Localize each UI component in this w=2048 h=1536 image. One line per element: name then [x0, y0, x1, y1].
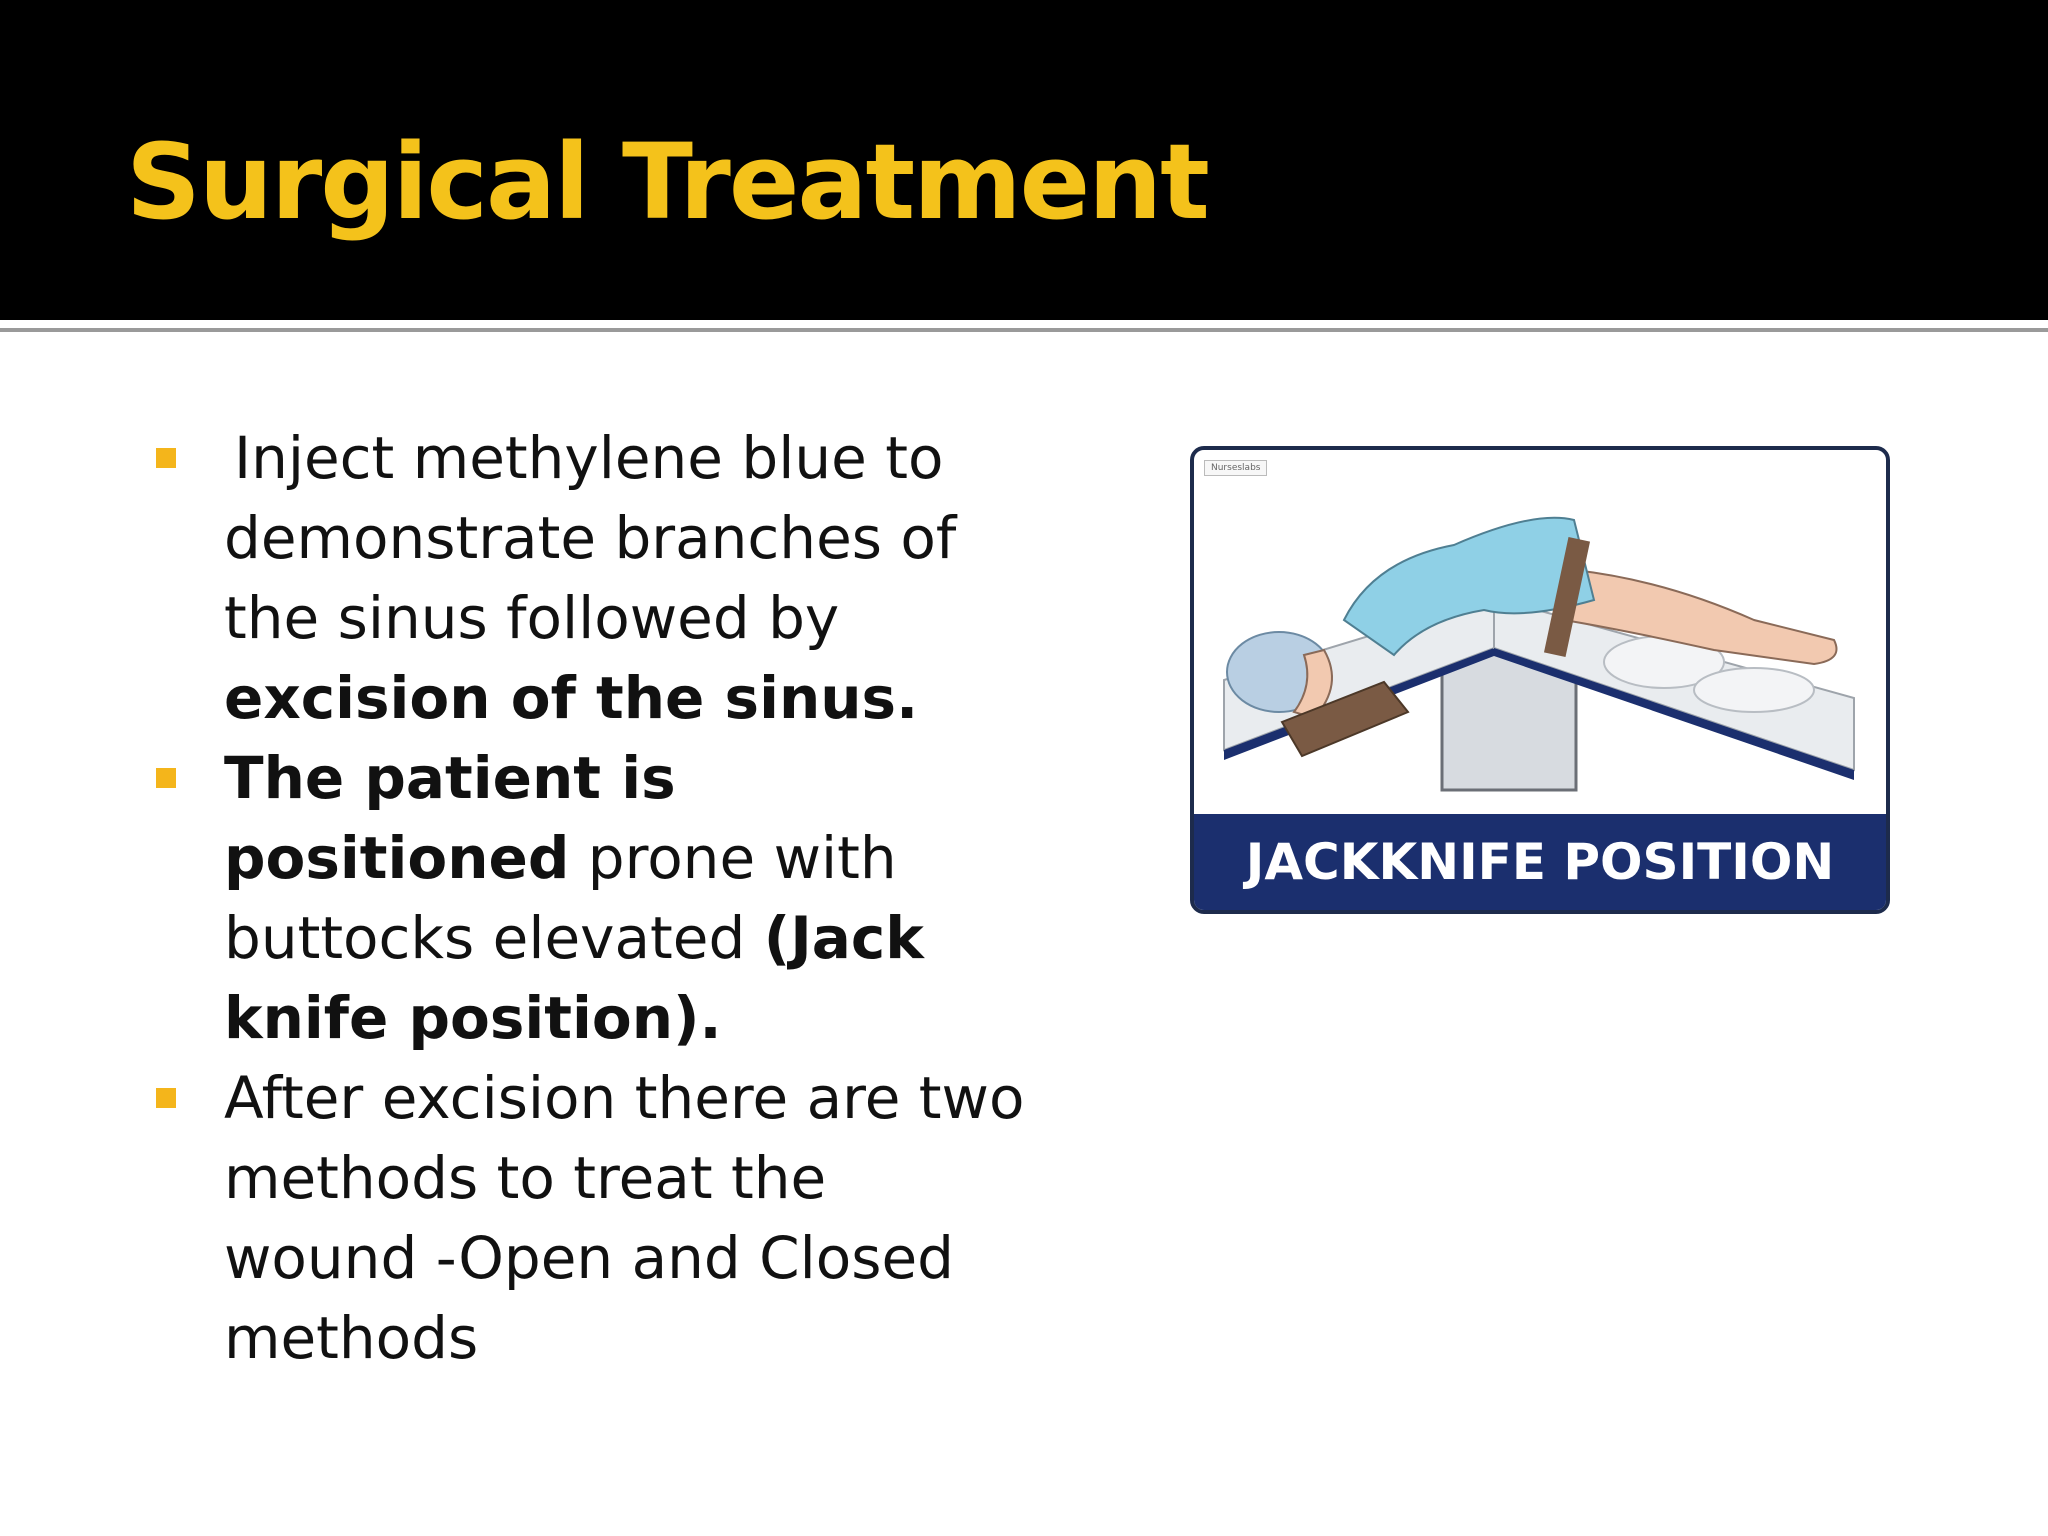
- figure-frame: [1190, 446, 1890, 914]
- slide-title: Surgical Treatment: [126, 121, 1208, 243]
- bullet-text: After excision there are two methods to treat the wound -Open and Closed methods: [224, 1064, 1025, 1372]
- jackknife-figure: [1180, 430, 1900, 920]
- caption-banner: [1194, 814, 1886, 910]
- square-bullet-icon: [156, 768, 176, 788]
- header-divider: [0, 328, 2048, 332]
- bullet-text: Inject methylene blue to demonstrate branches of the sinus followed by: [224, 424, 957, 652]
- source-tag: Nurseslabs: [1204, 460, 1267, 476]
- bullet-list: [150, 418, 1030, 1378]
- bullet-emphasis: (Jack knife position).: [224, 904, 924, 1052]
- bullet-item: [150, 418, 1030, 738]
- pillow-shin: [1694, 668, 1814, 712]
- bullet-item: [150, 738, 1030, 1058]
- title-bar: [0, 0, 2048, 320]
- bullet-emphasis: The patient is positioned: [224, 744, 676, 892]
- bullet-item: [150, 1058, 1030, 1378]
- figure-caption: JACKKNIFE POSITION: [1245, 833, 1835, 891]
- bullet-emphasis: excision of the sinus.: [224, 664, 919, 732]
- square-bullet-icon: [156, 448, 176, 468]
- square-bullet-icon: [156, 1088, 176, 1108]
- bullet-text: prone with buttocks elevated: [224, 824, 897, 972]
- jackknife-illustration: [1194, 450, 1886, 818]
